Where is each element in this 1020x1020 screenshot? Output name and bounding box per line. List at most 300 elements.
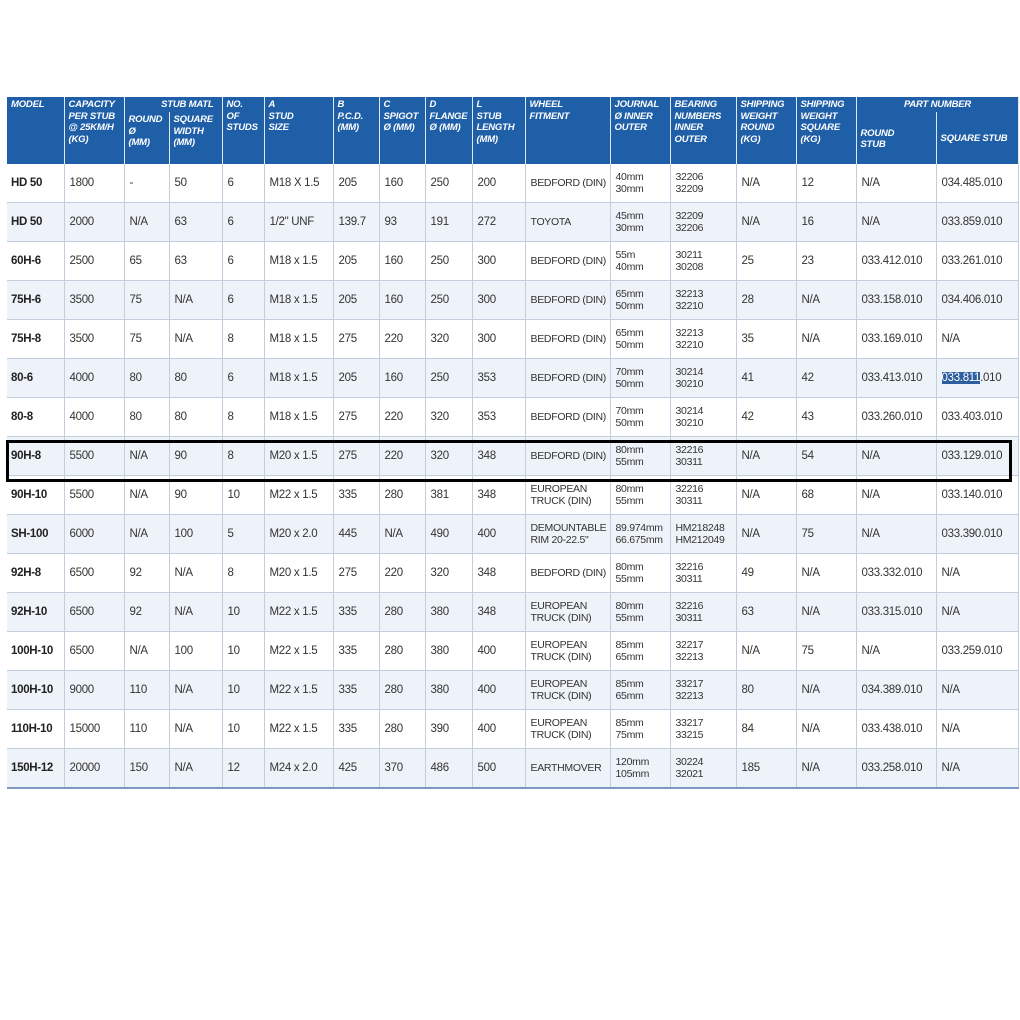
cell-length: 400 [472, 710, 525, 749]
cell-pn-round: 033.158.010 [856, 281, 936, 320]
cell-square: 63 [169, 242, 222, 281]
cell-ship-square: N/A [796, 671, 856, 710]
cell-line: 120mm [615, 755, 650, 768]
header-line: INNER [674, 122, 704, 133]
cell-fitment [525, 632, 610, 671]
cell-pn-round: 033.260.010 [856, 398, 936, 437]
selected-text[interactable]: 033.811 [941, 372, 981, 384]
header-line: (MM) [337, 122, 359, 133]
cell-line: EUROPEAN [530, 638, 588, 651]
cell-line: 32021 [675, 768, 704, 780]
cell-pcd: 335 [333, 593, 379, 632]
cell-flange: 320 [425, 554, 472, 593]
cell-round: 80 [124, 398, 169, 437]
col-group-stub-matl: STUB MATL [124, 97, 222, 112]
cell-line: 32216 [675, 560, 704, 573]
cell-line: 30311 [675, 573, 703, 585]
cell-ship-square: N/A [796, 281, 856, 320]
cell-pn-round: N/A [856, 632, 936, 671]
cell-line: 30211 [675, 248, 703, 261]
cell-journal [610, 554, 670, 593]
cell-stud-size: M22 x 1.5 [264, 476, 333, 515]
cell-capacity: 5500 [64, 437, 124, 476]
cell-square: 100 [169, 632, 222, 671]
cell-length: 348 [472, 437, 525, 476]
cell-flange: 380 [425, 632, 472, 671]
cell-studs: 10 [222, 710, 264, 749]
cell-capacity: 3500 [64, 281, 124, 320]
cell-capacity: 3500 [64, 320, 124, 359]
cell-bearing [670, 554, 736, 593]
cell-pn-round: N/A [856, 164, 936, 203]
cell-round: 65 [124, 242, 169, 281]
cell-capacity: 6000 [64, 515, 124, 554]
cell-line: 32213 [675, 690, 704, 702]
cell-stud-size: M22 x 1.5 [264, 632, 333, 671]
col-stud-size [264, 97, 333, 164]
cell-stud-size: 1/2" UNF [264, 203, 333, 242]
cell-studs: 6 [222, 203, 264, 242]
cell-line: BEDFORD (DIN) [530, 176, 606, 189]
table-row [7, 320, 1018, 359]
cell-square: N/A [169, 593, 222, 632]
cell-ship-round: 41 [736, 359, 796, 398]
table-row [7, 710, 1018, 749]
cell-capacity: 2500 [64, 242, 124, 281]
cell-fitment [525, 203, 610, 242]
cell-line: 32213 [675, 326, 704, 339]
cell-ship-round: N/A [736, 476, 796, 515]
cell-line: 32217 [675, 638, 704, 651]
cell-pcd: 335 [333, 632, 379, 671]
cell-line: 75mm [615, 729, 644, 741]
table-row [7, 632, 1018, 671]
header-line: FITMENT [529, 110, 570, 122]
cell-spigot: 220 [379, 398, 425, 437]
cell-round: 75 [124, 320, 169, 359]
cell-length: 348 [472, 554, 525, 593]
table-row [7, 164, 1018, 203]
cell-model: 80-6 [7, 359, 64, 398]
cell-pn-square: N/A [936, 671, 1018, 710]
cell-fitment [525, 437, 610, 476]
cell-capacity: 9000 [64, 671, 124, 710]
cell-stud-size: M18 x 1.5 [264, 398, 333, 437]
header-line: SPIGOT [383, 110, 419, 122]
header-line: STUD [268, 110, 294, 122]
cell-line: BEDFORD (DIN) [530, 293, 606, 306]
cell-round: N/A [124, 476, 169, 515]
cell-ship-round: 185 [736, 749, 796, 789]
cell-line: 30311 [675, 456, 703, 468]
cell-line: 32210 [675, 339, 704, 351]
cell-length: 200 [472, 164, 525, 203]
cell-line: 55mm [615, 456, 644, 468]
cell-line: 65mm [615, 651, 644, 663]
cell-journal [610, 515, 670, 554]
cell-square: 63 [169, 203, 222, 242]
cell-ship-square: N/A [796, 554, 856, 593]
col-round-stub [856, 112, 936, 164]
cell-line: 30210 [675, 378, 704, 390]
col-spigot [379, 97, 425, 164]
cell-ship-round: N/A [736, 203, 796, 242]
header-line: C [383, 99, 391, 110]
cell-round: 150 [124, 749, 169, 789]
cell-length: 300 [472, 320, 525, 359]
cell-line: BEDFORD (DIN) [530, 410, 606, 423]
cell-flange: 320 [425, 437, 472, 476]
cell-line: BEDFORD (DIN) [530, 371, 606, 384]
cell-bearing [670, 164, 736, 203]
cell-studs: 10 [222, 593, 264, 632]
table-row [7, 359, 1018, 398]
cell-journal [610, 398, 670, 437]
header-line: SQUARE [800, 122, 840, 133]
cell-journal [610, 281, 670, 320]
cell-round: 80 [124, 359, 169, 398]
cell-line: 55mm [615, 612, 644, 624]
header-line: SIZE [268, 122, 289, 133]
cell-length: 300 [472, 242, 525, 281]
header-line: (MM) [128, 137, 150, 148]
cell-pn-square [936, 359, 1018, 398]
cell-spigot: 280 [379, 476, 425, 515]
cell-studs: 12 [222, 749, 264, 789]
cell-spigot: 160 [379, 164, 425, 203]
cell-spigot: N/A [379, 515, 425, 554]
cell-square: 90 [169, 476, 222, 515]
cell-pcd: 275 [333, 320, 379, 359]
cell-round: 110 [124, 671, 169, 710]
cell-flange: 250 [425, 359, 472, 398]
cell-pn-square: 033.261.010 [936, 242, 1018, 281]
cell-pn-square: N/A [936, 554, 1018, 593]
cell-pn-square: 033.859.010 [936, 203, 1018, 242]
cell-studs: 6 [222, 164, 264, 203]
table-row [7, 437, 1018, 476]
cell-square: 50 [169, 164, 222, 203]
cell-capacity: 6500 [64, 632, 124, 671]
header-line: B [337, 99, 345, 110]
table-row [7, 671, 1018, 710]
cell-line: 33217 [675, 716, 704, 729]
cell-ship-round: N/A [736, 164, 796, 203]
cell-fitment [525, 164, 610, 203]
cell-ship-round: 28 [736, 281, 796, 320]
cell-journal [610, 359, 670, 398]
cell-line: EUROPEAN [530, 599, 588, 612]
cell-flange: 250 [425, 242, 472, 281]
cell-model: 90H-8 [7, 437, 64, 476]
cell-length: 348 [472, 476, 525, 515]
cell-line: 30mm [615, 183, 644, 195]
cell-line: HM212049 [675, 534, 725, 546]
cell-bearing [670, 242, 736, 281]
cell-square: N/A [169, 554, 222, 593]
cell-studs: 6 [222, 359, 264, 398]
header-line: (MM) [476, 133, 498, 145]
cell-ship-square: 43 [796, 398, 856, 437]
cell-line: 65mm [615, 326, 644, 339]
cell-fitment [525, 593, 610, 632]
cell-pn-square: 033.140.010 [936, 476, 1018, 515]
cell-fitment [525, 749, 610, 789]
cell-line: 70mm [615, 404, 644, 417]
cell-stud-size: M18 X 1.5 [264, 164, 333, 203]
cell-pn-square: N/A [936, 320, 1018, 359]
header-line: LENGTH [476, 122, 515, 133]
cell-journal [610, 437, 670, 476]
cell-capacity: 15000 [64, 710, 124, 749]
header-line: ROUND [128, 114, 163, 125]
cell-line: 55mm [615, 573, 644, 585]
cell-bearing [670, 320, 736, 359]
cell-flange: 380 [425, 671, 472, 710]
cell-pn-round: 033.258.010 [856, 749, 936, 789]
cell-spigot: 220 [379, 437, 425, 476]
cell-square: N/A [169, 320, 222, 359]
cell-ship-square: N/A [796, 593, 856, 632]
cell-spigot: 280 [379, 671, 425, 710]
cell-bearing [670, 593, 736, 632]
col-capacity [64, 97, 124, 164]
cell-square: 80 [169, 359, 222, 398]
cell-line: 32210 [675, 300, 704, 312]
cell-fitment [525, 242, 610, 281]
cell-journal [610, 749, 670, 789]
table-row [7, 281, 1018, 320]
cell-line: 89.974mm [615, 521, 663, 534]
cell-bearing [670, 671, 736, 710]
cell-round: 110 [124, 710, 169, 749]
cell-flange: 250 [425, 164, 472, 203]
cell-stud-size: M18 x 1.5 [264, 359, 333, 398]
cell-pn-round: 033.169.010 [856, 320, 936, 359]
cell-ship-square: 16 [796, 203, 856, 242]
cell-capacity: 20000 [64, 749, 124, 789]
header-line: WIDTH [173, 125, 204, 137]
cell-spigot: 280 [379, 710, 425, 749]
cell-pn-square: N/A [936, 593, 1018, 632]
cell-line: 85mm [615, 638, 644, 651]
cell-ship-round: 25 [736, 242, 796, 281]
cell-line: 55mm [615, 495, 644, 507]
cell-line: 65mm [615, 287, 644, 300]
cell-line: RIM 20-22.5" [530, 534, 589, 546]
cell-model: 75H-6 [7, 281, 64, 320]
cell-pcd: 335 [333, 671, 379, 710]
cell-line: BEDFORD (DIN) [530, 566, 606, 579]
cell-pn-round: N/A [856, 515, 936, 554]
cell-line: 66.675mm [615, 534, 663, 546]
cell-ship-square: 42 [796, 359, 856, 398]
cell-model: HD 50 [7, 164, 64, 203]
cell-ship-round: 63 [736, 593, 796, 632]
cell-pcd: 445 [333, 515, 379, 554]
cell-pn-square: 033.403.010 [936, 398, 1018, 437]
cell-model: 150H-12 [7, 749, 64, 789]
header-line: (MM) [173, 137, 195, 148]
cell-line: TRUCK (DIN) [530, 612, 592, 624]
header-line: Ø INNER [614, 110, 653, 122]
cell-bearing [670, 515, 736, 554]
cell-pn-round: 033.315.010 [856, 593, 936, 632]
cell-stud-size: M22 x 1.5 [264, 593, 333, 632]
cell-line: TRUCK (DIN) [530, 729, 592, 741]
cell-pcd: 425 [333, 749, 379, 789]
cell-flange: 380 [425, 593, 472, 632]
col-square-width [169, 112, 222, 164]
col-no-of-studs [222, 97, 264, 164]
col-pcd [333, 97, 379, 164]
cell-line: 30210 [675, 417, 704, 429]
cell-spigot: 280 [379, 632, 425, 671]
cell-stud-size: M18 x 1.5 [264, 242, 333, 281]
cell-stud-size: M20 x 2.0 [264, 515, 333, 554]
cell-line: 32209 [675, 209, 704, 222]
cell-pn-round: 033.412.010 [856, 242, 936, 281]
cell-fitment [525, 359, 610, 398]
cell-line: 80mm [615, 599, 644, 612]
cell-pcd: 205 [333, 281, 379, 320]
col-square-stub: SQUARE STUB [936, 112, 1018, 164]
cell-line: 50mm [615, 417, 644, 429]
cell-line: 80mm [615, 443, 644, 456]
cell-square: 100 [169, 515, 222, 554]
cell-line: 32206 [675, 222, 704, 234]
cell-length: 400 [472, 515, 525, 554]
cell-length: 353 [472, 398, 525, 437]
cell-pn-round: 034.389.010 [856, 671, 936, 710]
cell-bearing [670, 476, 736, 515]
header-line: OF [226, 110, 240, 122]
cell-ship-round: N/A [736, 437, 796, 476]
cell-capacity: 4000 [64, 359, 124, 398]
cell-pn-round: 033.438.010 [856, 710, 936, 749]
cell-line: EARTHMOVER [530, 761, 602, 774]
cell-fitment [525, 671, 610, 710]
cell-round: N/A [124, 437, 169, 476]
cell-model: 100H-10 [7, 632, 64, 671]
cell-journal [610, 242, 670, 281]
cell-ship-square: N/A [796, 710, 856, 749]
header-line: ROUND [740, 122, 775, 133]
cell-round: N/A [124, 515, 169, 554]
cell-stud-size: M20 x 1.5 [264, 554, 333, 593]
cell-flange: 486 [425, 749, 472, 789]
header-line: WEIGHT [800, 110, 838, 122]
cell-round: - [124, 164, 169, 203]
cell-length: 400 [472, 632, 525, 671]
cell-fitment [525, 476, 610, 515]
cell-ship-square: 68 [796, 476, 856, 515]
cell-line: 50mm [615, 378, 644, 390]
cell-pcd: 205 [333, 242, 379, 281]
cell-model: 75H-8 [7, 320, 64, 359]
cell-flange: 250 [425, 281, 472, 320]
cell-studs: 10 [222, 671, 264, 710]
cell-model: 92H-10 [7, 593, 64, 632]
cell-line: 30311 [675, 612, 703, 624]
cell-model: HD 50 [7, 203, 64, 242]
cell-model: 100H-10 [7, 671, 64, 710]
cell-studs: 5 [222, 515, 264, 554]
cell-stud-size: M22 x 1.5 [264, 671, 333, 710]
cell-pn-square: 034.406.010 [936, 281, 1018, 320]
cell-pn-round: N/A [856, 437, 936, 476]
header-line: STUB [476, 110, 502, 122]
cell-studs: 10 [222, 632, 264, 671]
cell-line: TRUCK (DIN) [530, 651, 592, 663]
cell-flange: 490 [425, 515, 472, 554]
cell-pcd: 275 [333, 398, 379, 437]
cell-line: BEDFORD (DIN) [530, 254, 606, 267]
col-bearing [670, 97, 736, 164]
cell-line: 30224 [675, 755, 704, 768]
cell-capacity: 6500 [64, 554, 124, 593]
cell-studs: 6 [222, 242, 264, 281]
cell-line: 80mm [615, 560, 644, 573]
cell-flange: 320 [425, 398, 472, 437]
col-ship-square [796, 97, 856, 164]
header-line: (KG) [68, 133, 89, 145]
cell-square: 90 [169, 437, 222, 476]
cell-fitment [525, 554, 610, 593]
cell-round: N/A [124, 203, 169, 242]
cell-journal [610, 632, 670, 671]
cell-fitment [525, 320, 610, 359]
header-line: BEARING [674, 99, 717, 110]
cell-line: BEDFORD (DIN) [530, 332, 606, 345]
cell-pn-square: 033.129.010 [936, 437, 1018, 476]
cell-studs: 8 [222, 398, 264, 437]
cell-studs: 10 [222, 476, 264, 515]
cell-length: 272 [472, 203, 525, 242]
cell-round: 75 [124, 281, 169, 320]
cell-ship-round: 84 [736, 710, 796, 749]
cell-line: 105mm [615, 768, 650, 780]
cell-pcd: 335 [333, 710, 379, 749]
col-stub-length [472, 97, 525, 164]
cell-line: 85mm [615, 677, 644, 690]
cell-bearing [670, 632, 736, 671]
cell-line: 30214 [675, 404, 704, 417]
cell-line: DEMOUNTABLE [530, 521, 607, 534]
cell-pn-square: 034.485.010 [936, 164, 1018, 203]
cell-bearing [670, 359, 736, 398]
cell-length: 353 [472, 359, 525, 398]
cell-capacity: 4000 [64, 398, 124, 437]
cell-pcd: 139.7 [333, 203, 379, 242]
spec-table-container [7, 97, 1018, 789]
cell-line: 30208 [675, 261, 704, 273]
cell-stud-size: M18 x 1.5 [264, 281, 333, 320]
header-line: @ 25KM/H [68, 122, 114, 133]
cell-capacity: 2000 [64, 203, 124, 242]
header-line: JOURNAL [614, 99, 660, 110]
cell-spigot: 280 [379, 593, 425, 632]
cell-model: 60H-6 [7, 242, 64, 281]
cell-square: N/A [169, 749, 222, 789]
cell-square: N/A [169, 671, 222, 710]
cell-pcd: 205 [333, 164, 379, 203]
cell-model: 80-8 [7, 398, 64, 437]
stub-axle-spec-table [7, 97, 1019, 789]
header-line: STUB [860, 139, 886, 150]
cell-journal [610, 710, 670, 749]
header-line: OUTER [674, 133, 707, 145]
